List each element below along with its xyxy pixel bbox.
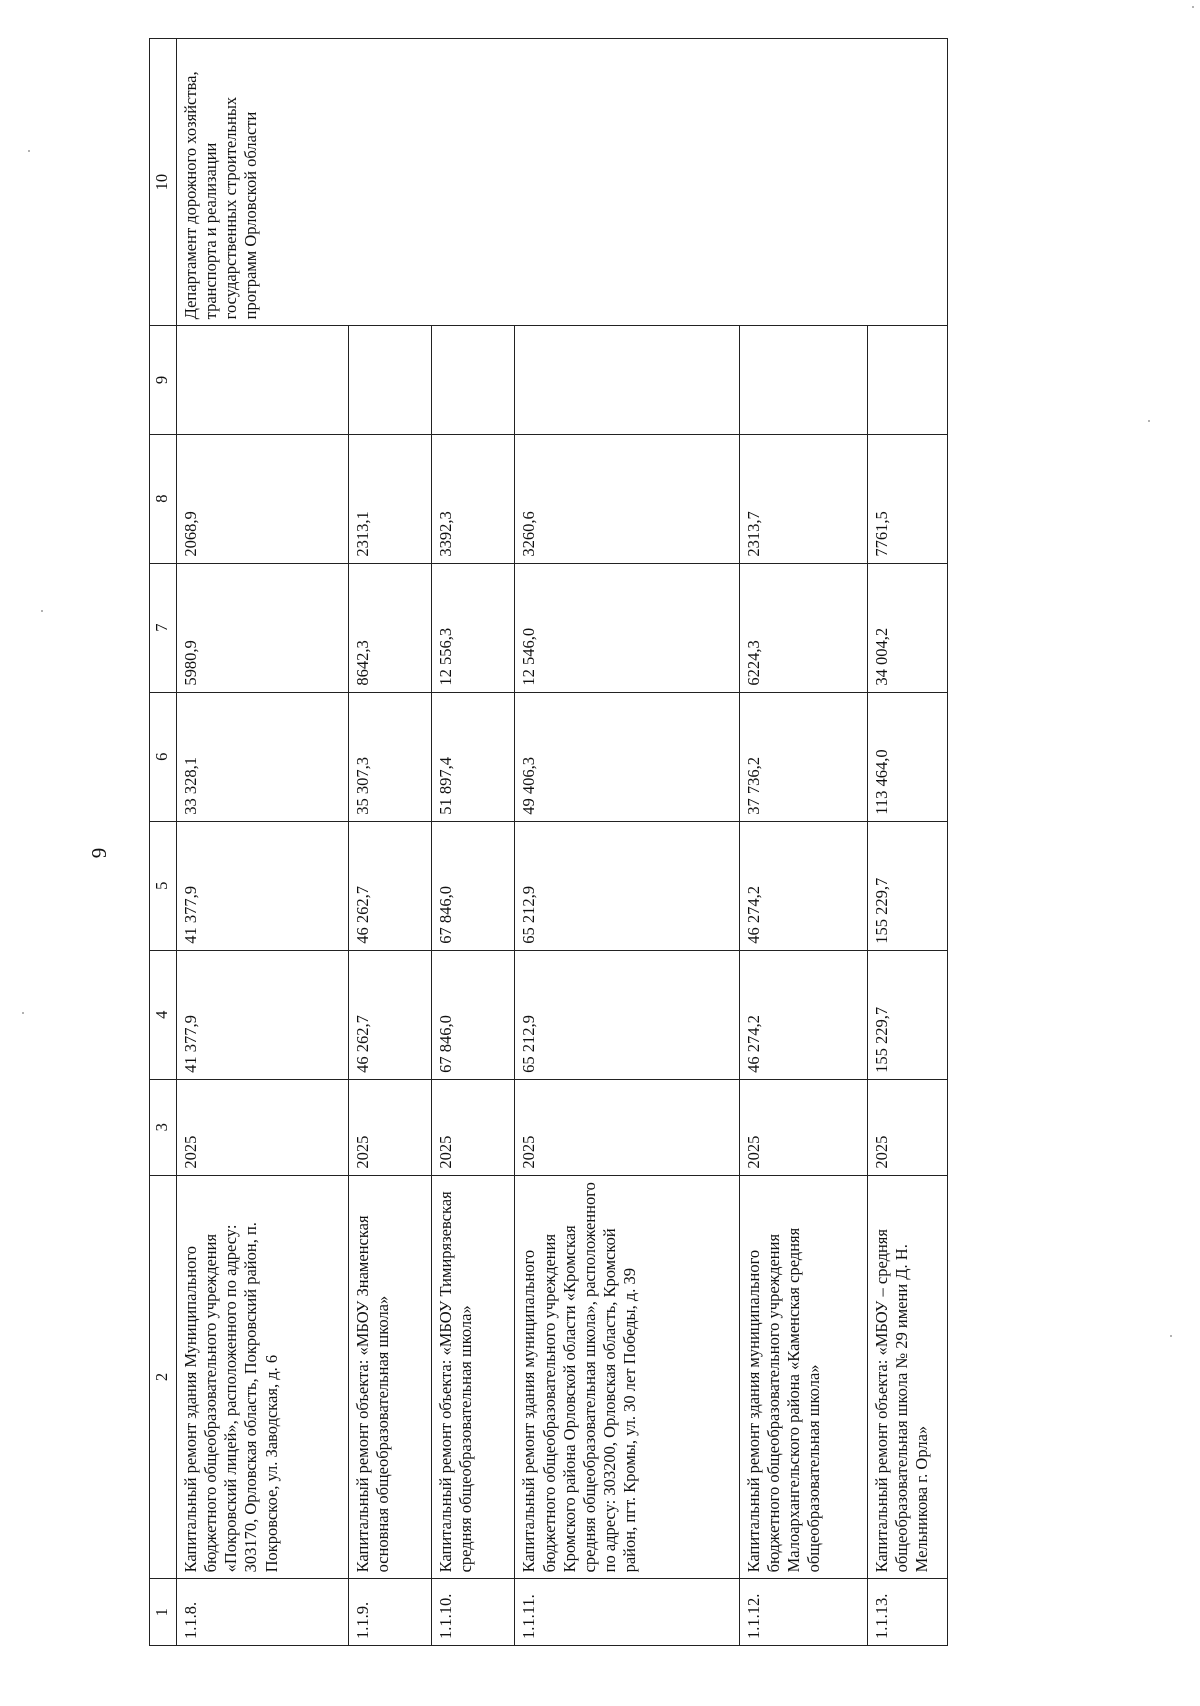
scan-speck (1170, 1335, 1172, 1337)
value-cell-col4: 67 846,0 (432, 950, 515, 1079)
value-cell-col9 (867, 326, 947, 434)
rotated-table-container (149, 38, 948, 1646)
value-cell-col6: 33 328,1 (177, 692, 349, 821)
table-row (177, 39, 349, 1646)
object-name: Капитальный ремонт здания муниципального бюджетного общеобразовательного учреждения Кромского района Орловской области «Кромская средняя общеобразовательная школа», расположенного по адресу: 303200, Орловская область, Кромской район, пгт. Кромы, ул. 30 лет Победы, д. 39 (515, 1175, 739, 1579)
value-cell-col7: 6224,3 (739, 563, 867, 692)
value-cell-col6: 35 307,3 (348, 692, 431, 821)
row-id: 1.1.8. (177, 1579, 349, 1646)
scan-speck (22, 1012, 24, 1014)
value-cell-col8: 2068,9 (177, 434, 349, 563)
value-cell-col4: 46 274,2 (739, 950, 867, 1079)
value-cell-col8: 3392,3 (432, 434, 515, 563)
column-number: 10 (150, 39, 177, 326)
column-number: 3 (150, 1079, 177, 1175)
value-cell-col5: 41 377,9 (177, 821, 349, 950)
scan-speck (1148, 420, 1150, 422)
capital-repair-table (149, 38, 948, 1646)
value-cell-col7: 12 556,3 (432, 563, 515, 692)
value-cell-col5: 46 274,2 (739, 821, 867, 950)
value-cell-col5: 65 212,9 (515, 821, 739, 950)
value-cell-col8: 3260,6 (515, 434, 739, 563)
row-id: 1.1.10. (432, 1579, 515, 1646)
value-cell-col8: 7761,5 (867, 434, 947, 563)
value-cell-col8: 2313,7 (739, 434, 867, 563)
value-cell-col5: 46 262,7 (348, 821, 431, 950)
column-number: 8 (150, 434, 177, 563)
value-cell-col9 (432, 326, 515, 434)
column-number: 7 (150, 563, 177, 692)
row-id: 1.1.12. (739, 1579, 867, 1646)
row-id: 1.1.9. (348, 1579, 431, 1646)
column-number-row (150, 39, 177, 1646)
year-cell: 2025 (515, 1079, 739, 1175)
scan-speck (41, 610, 43, 612)
year-cell: 2025 (867, 1079, 947, 1175)
column-number: 9 (150, 326, 177, 434)
object-name: Капитальный ремонт здания муниципального бюджетного общеобразовательного учреждения Малоархангельского района «Каменская средняя общеобразовательная школа» (739, 1175, 867, 1579)
object-name: Капитальный ремонт объекта: «МБОУ – средняя общеобразовательная школа № 29 имени Д. Н. Мельникова г. Орла» (867, 1175, 947, 1579)
value-cell-col6: 37 736,2 (739, 692, 867, 821)
column-number: 1 (150, 1579, 177, 1646)
object-name: Капитальный ремонт объекта: «МБОУ Тимирязевская средняя общеобразовательная школа» (432, 1175, 515, 1579)
value-cell-col7: 8642,3 (348, 563, 431, 692)
column-number: 6 (150, 692, 177, 821)
column-number: 5 (150, 821, 177, 950)
object-name: Капитальный ремонт объекта: «МБОУ Знаменская основная общеобразовательная школа» (348, 1175, 431, 1579)
value-cell-col7: 12 546,0 (515, 563, 739, 692)
value-cell-col5: 155 229,7 (867, 821, 947, 950)
value-cell-col4: 155 229,7 (867, 950, 947, 1079)
value-cell-col4: 41 377,9 (177, 950, 349, 1079)
scan-speck (28, 150, 30, 152)
scan-speck (1192, 6, 1194, 8)
value-cell-col7: 5980,9 (177, 563, 349, 692)
value-cell-col5: 67 846,0 (432, 821, 515, 950)
value-cell-col9 (739, 326, 867, 434)
year-cell: 2025 (739, 1079, 867, 1175)
value-cell-col6: 49 406,3 (515, 692, 739, 821)
value-cell-col9 (177, 326, 349, 434)
value-cell-col9 (348, 326, 431, 434)
value-cell-col6: 51 897,4 (432, 692, 515, 821)
executor-cell: Департамент дорожного хозяйства, транспорта и реализации государственных строительных программ Орловской области (177, 39, 948, 326)
year-cell: 2025 (348, 1079, 431, 1175)
object-name: Капитальный ремонт здания Муниципального бюджетного общеобразовательного учреждения «Покровский лицей», расположенного по адресу: 303170, Орловская область, Покровский район, п. Покровское, ул. Заводская, д. 6 (177, 1175, 349, 1579)
value-cell-col9 (515, 326, 739, 434)
year-cell: 2025 (432, 1079, 515, 1175)
value-cell-col6: 113 464,0 (867, 692, 947, 821)
value-cell-col4: 65 212,9 (515, 950, 739, 1079)
value-cell-col4: 46 262,7 (348, 950, 431, 1079)
row-id: 1.1.13. (867, 1579, 947, 1646)
page-number: 9 (87, 847, 111, 859)
column-number: 2 (150, 1175, 177, 1579)
year-cell: 2025 (177, 1079, 349, 1175)
value-cell-col8: 2313,1 (348, 434, 431, 563)
row-id: 1.1.11. (515, 1579, 739, 1646)
column-number: 4 (150, 950, 177, 1079)
value-cell-col7: 34 004,2 (867, 563, 947, 692)
